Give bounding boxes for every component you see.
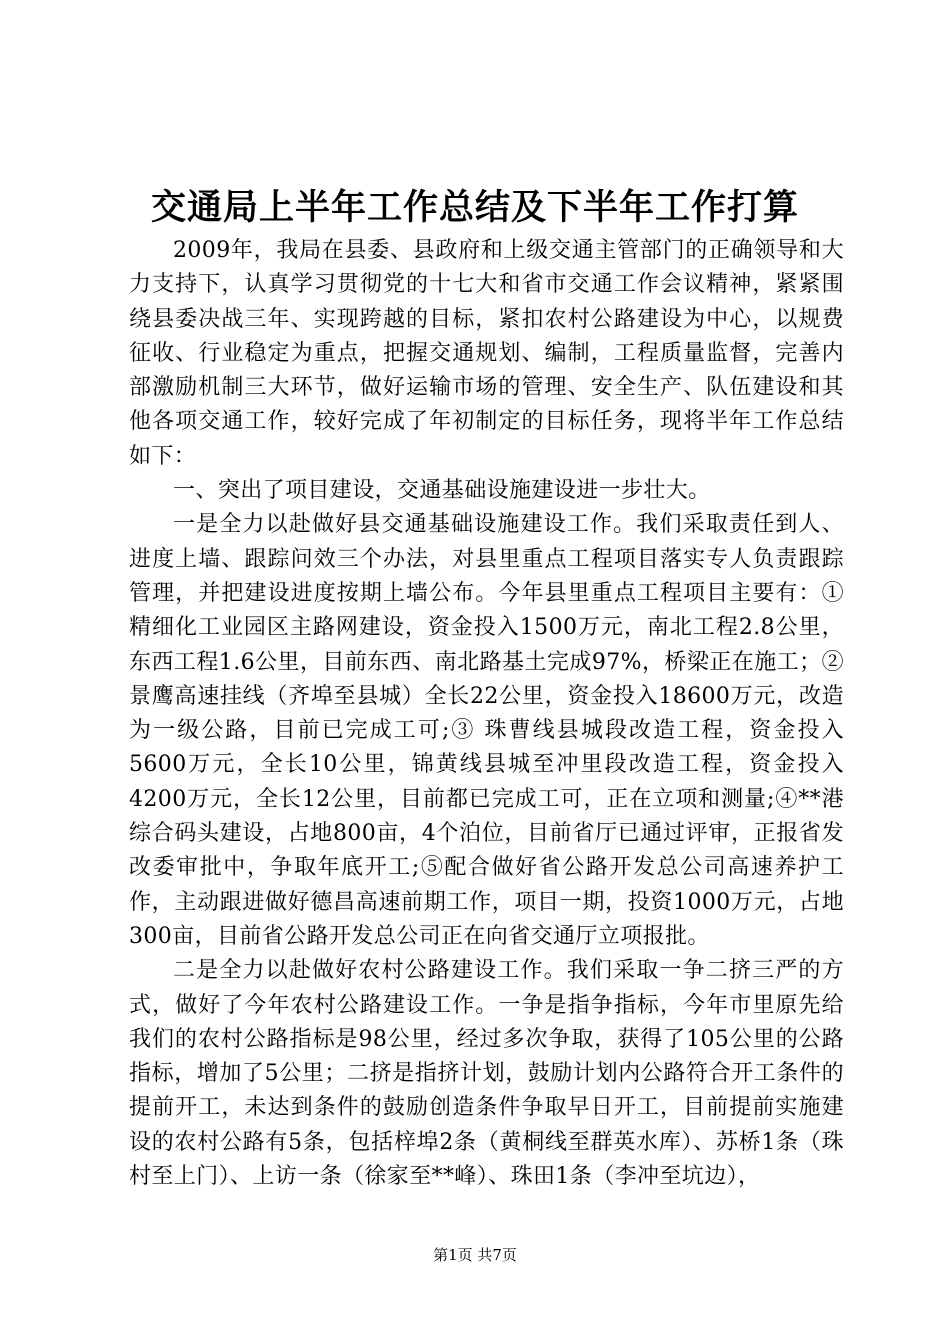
paragraph-intro: 2009年，我局在县委、县政府和上级交通主管部门的正确领导和大力支持下，认真学习贯彻党的十七大和省市交通工作会议精神，紧紧围绕县委决战三年、实现跨越的目标，紧扣农村公路建设为中心，以规费征收、行业稳定为重点，把握交通规划、编制，工程质量监督，完善内部激励机制三大环节，做好运输市场的管理、安全生产、队伍建设和其他各项交通工作，较好完成了年初制定的目标任务，现将半年工作总结如下： [129,238,844,469]
paragraph-infrastructure: 一是全力以赴做好县交通基础设施建设工作。我们采取责任到人、进度上墙、跟踪问效三个办法，对县里重点工程项目落实专人负责跟踪管理，并把建设进度按期上墙公布。今年县里重点工程项目主要有：①精细化工业园区主路网建设，资金投入1500万元，南北工程2.8公里，东西工程1.6公里，目前东西、南北路基土完成97%，桥梁正在施工；②景鹰高速挂线（齐埠至县城）全长22公里，资金投入18600万元，改造为一级公路，目前已完成工可;③ 珠曹线县城段改造工程，资金投入5600万元，全长10公里，锦黄线县城至冲里段改造工程，资金投入4200万元，全长12公里，目前都已完成工可，正在立项和测量;④**港综合码头建设，占地800亩，4个泊位，目前省厅已通过评审，正报省发改委审批中，争取年底开工;⑤配合做好省公路开发总公司高速养护工作，主动跟进做好德昌高速前期工作，项目一期，投资1000万元，占地300亩，目前省公路开发总公司正在向省交通厅立项报批。 [129,512,844,949]
paragraph-rural-roads: 二是全力以赴做好农村公路建设工作。我们采取一争二挤三严的方式，做好了今年农村公路建设工作。一争是指争指标，今年市里原先给我们的农村公路指标是98公里，经过多次争取，获得了105公里的公路指标，增加了5公里；二挤是指挤计划，鼓励计划内公路符合开工条件的提前开工，未达到条件的鼓励创造条件争取早日开工，目前提前实施建设的农村公路有5条，包括梓埠2条（黄桐线至群英水库）、苏桥1条（珠村至上门）、上访一条（徐家至**峰）、珠田1条（李冲至坑边）， [129,958,844,1190]
document-title: 交通局上半年工作总结及下半年工作打算 [150,187,799,228]
document-body [129,234,844,1194]
paragraph-section-heading: 一、突出了项目建设，交通基础设施建设进一步壮大。 [173,478,711,504]
page-number-footer: 第1页 共7页 [433,1246,517,1264]
